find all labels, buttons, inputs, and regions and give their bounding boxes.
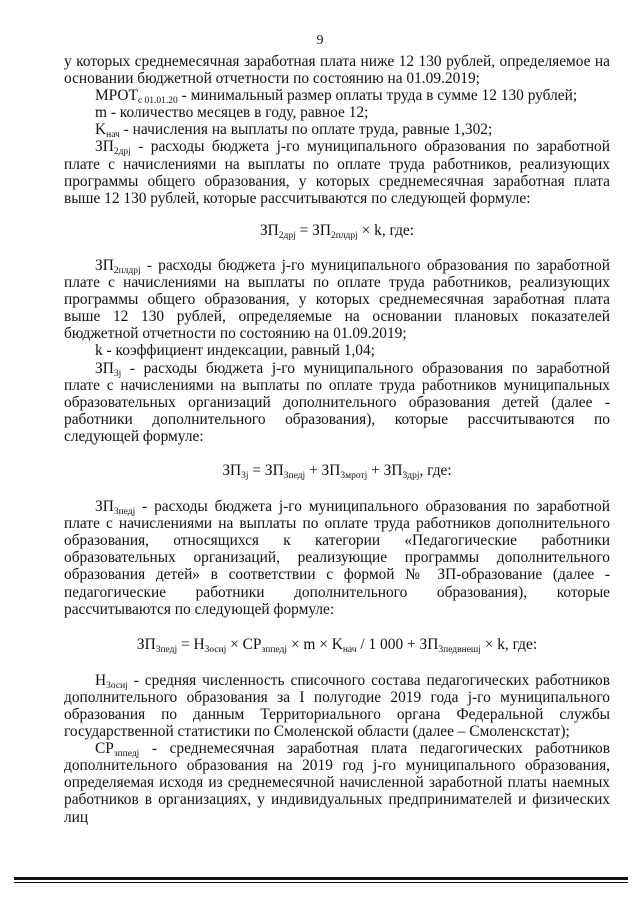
document-body — [64, 53, 610, 826]
subscript: 3педj — [155, 644, 178, 655]
subscript: 3j — [241, 470, 249, 481]
text-run: m - количество месяцев в году, равное 12; — [95, 104, 369, 122]
paragraph — [64, 104, 610, 121]
text-run: × k, где: — [357, 221, 415, 239]
subscript: 2дрj — [113, 147, 131, 158]
subscript: зппедj — [261, 644, 287, 655]
text-run: ЗП — [136, 635, 156, 653]
formula — [64, 462, 610, 479]
text-run: = ЗП — [295, 221, 331, 239]
subscript: нач — [342, 644, 357, 655]
text-run: СР — [95, 740, 114, 758]
page-number: 9 — [316, 33, 324, 48]
formula — [64, 636, 610, 653]
text-run: ЗП — [259, 221, 279, 239]
subscript: 3j — [113, 368, 122, 379]
subscript: 3педj — [283, 470, 306, 481]
text-run: ЗП — [95, 498, 114, 516]
text-run: K — [95, 121, 107, 139]
paragraph — [64, 672, 610, 740]
subscript: с 01.01.20 — [137, 96, 178, 107]
text-run: - расходы бюджета j-го муниципального образования по заработной плате с начислениями на выплаты по оплате труда работников, реализующих программы общего образования, у которых среднемесячная заработная плата выше 12 130 рублей, которые рассчитываются по следующей формуле: — [64, 138, 610, 207]
subscript: 2плдрj — [330, 230, 358, 241]
footer-rule-thin — [14, 882, 628, 883]
text-run: - среднемесячная заработная плата педагогических работников дополнительного образования на 2019 год j-го муниципального образования, определяемая исходя из среднемесячной начисленной заработной платы наемных работников в организациях, у индивидуальных предпринимателей и физических лиц — [64, 740, 610, 826]
paragraph — [64, 53, 610, 87]
text-run: k - коэффициент индексации, равный 1,04; — [95, 342, 375, 360]
paragraph — [64, 87, 610, 107]
subscript: 3педj — [113, 507, 136, 518]
text-run: Н — [95, 671, 107, 689]
text-run: + ЗП — [367, 461, 403, 479]
subscript: 2плдрj — [113, 265, 141, 276]
subscript: 3дрj — [402, 470, 420, 481]
text-run: × m × K — [287, 635, 343, 653]
subscript: 3мротj — [340, 470, 368, 481]
text-run: × СР — [226, 635, 262, 653]
paragraph — [64, 121, 610, 141]
text-run: - расходы бюджета j-го муниципального образования по заработной плате с начислениями на выплаты по оплате труда работников, реализующих программы общего образования, у которых среднемесячная заработная плата выше 12 130 рублей, определяемые на основании плановых показателей бюджетной отчетности по состоянию на 01.09.2019; — [64, 256, 610, 343]
text-run: ЗП — [95, 359, 114, 377]
subscript: нач — [106, 130, 120, 141]
text-run: = ЗП — [248, 461, 284, 479]
text-run: , где: — [419, 461, 452, 479]
subscript: 2дрj — [278, 230, 296, 241]
subscript: зппедj — [113, 749, 140, 760]
text-run: = Н — [177, 635, 205, 653]
text-run: ЗП — [95, 256, 114, 274]
text-run: у которых среднемесячная заработная плата ниже 12 130 рублей, определяемое на основании бюджетной отчетности по состоянию на 01.09.2019; — [64, 53, 610, 88]
text-run: - минимальный размер оплаты труда в сумме 12 130 рублей; — [177, 87, 578, 105]
formula — [64, 222, 610, 239]
text-run: - расходы бюджета j-го муниципального образования по заработной плате с начислениями на выплаты по оплате труда работников дополнительного образования, относящихся к категории «Педагогические работники образовательных организаций, реализующие программы дополнительного образования детей» в соответствии с формой № ЗП-образование (далее - педагогические работники дополнительного образования), которые рассчитываются по следующей формуле: — [64, 498, 610, 618]
text-run: - начисления на выплаты по оплате труда, равные 1,302; — [119, 121, 493, 139]
paragraph — [64, 498, 610, 618]
text-run: - расходы бюджета j-го муниципального образования по заработной плате с начислениями на выплаты по оплате труда работников муниципальных образовательных организаций дополнительного образования детей (далее - работники дополнительного образования), которые рассчитываются по следующей формуле: — [64, 359, 610, 445]
text-run: МРОТ — [95, 87, 138, 105]
text-run: × k, где: — [480, 635, 538, 653]
paragraph — [64, 138, 610, 206]
subscript: 3осиj — [106, 680, 128, 691]
paragraph — [64, 257, 610, 342]
subscript: 3педвнешj — [438, 644, 481, 655]
footer-rule-thick — [14, 877, 628, 880]
text-run: + ЗП — [305, 461, 341, 479]
text-run: / 1 000 + ЗП — [356, 635, 439, 653]
subscript: 3осиj — [204, 644, 227, 655]
text-run: - средняя численность списочного состава педагогических работников дополнительного образования за I полугодие 2019 года j-го муниципального образования по данным Территориального органа Федеральной службы государственной статистики по Смоленской области (далее – Смоленскстат); — [64, 671, 610, 741]
paragraph — [64, 740, 610, 825]
text-run: ЗП — [95, 138, 114, 156]
paragraph — [64, 342, 610, 359]
text-run: ЗП — [222, 461, 242, 479]
paragraph — [64, 360, 610, 445]
